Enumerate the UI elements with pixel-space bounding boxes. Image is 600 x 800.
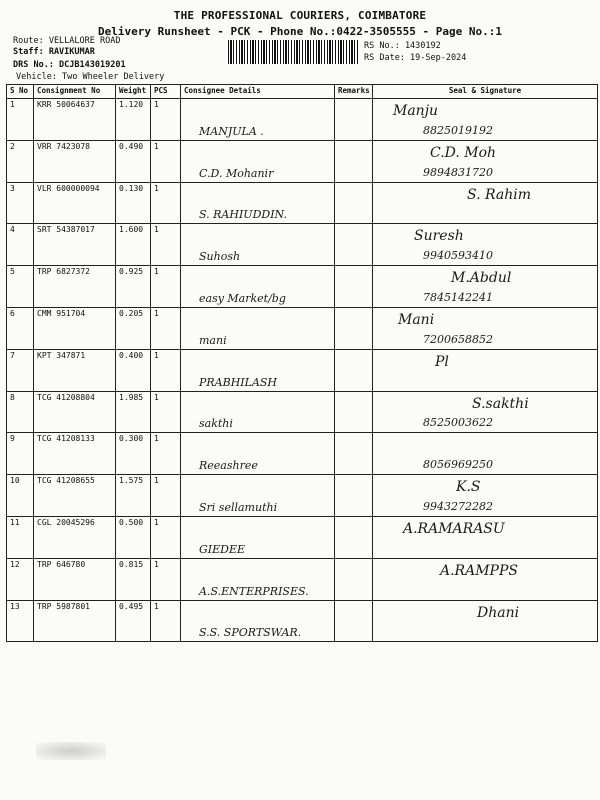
cell-sno: 7 (7, 349, 34, 391)
signature-phone: 8525003622 (423, 416, 493, 430)
table-row (7, 349, 598, 391)
signature-phone: 9943272282 (423, 499, 493, 513)
rs-date: RS Date: 19-Sep-2024 (364, 53, 467, 63)
cell-consignment: TCG 41208804 (34, 391, 116, 433)
cell-consignee (181, 433, 335, 475)
cell-consignment: KPT 347871 (34, 349, 116, 391)
cell-signature (373, 558, 598, 600)
signature-scribble: A.RAMARASU (403, 520, 505, 537)
table-row (7, 558, 598, 600)
cell-consignee (181, 349, 335, 391)
cell-remarks (335, 349, 373, 391)
consignee-handwriting: sakthi (199, 417, 233, 431)
cell-pcs: 1 (151, 307, 181, 349)
table-row (7, 475, 598, 517)
signature-phone: 7845142241 (423, 290, 493, 304)
consignee-handwriting: S.S. SPORTSWAR. (199, 626, 302, 640)
cell-remarks (335, 99, 373, 141)
cell-sno: 11 (7, 516, 34, 558)
cell-remarks (335, 600, 373, 642)
cell-consignment: TCG 41208133 (34, 433, 116, 475)
cell-remarks (335, 266, 373, 308)
cell-weight: 1.600 (116, 224, 151, 266)
cell-signature (373, 391, 598, 433)
cell-consignment: TRP 5987801 (34, 600, 116, 642)
cell-weight: 0.925 (116, 266, 151, 308)
cell-signature (373, 182, 598, 224)
runsheet-table (6, 84, 598, 642)
signature-scribble: Suresh (414, 228, 464, 245)
cell-signature (373, 433, 598, 475)
cell-weight: 1.120 (116, 99, 151, 141)
cell-sno: 9 (7, 433, 34, 475)
cell-pcs: 1 (151, 182, 181, 224)
cell-sno: 2 (7, 140, 34, 182)
cell-weight: 0.490 (116, 140, 151, 182)
cell-consignee (181, 391, 335, 433)
cell-remarks (335, 140, 373, 182)
cell-weight: 0.500 (116, 516, 151, 558)
table-row (7, 99, 598, 141)
consignee-handwriting: A.S.ENTERPRISES. (199, 584, 309, 598)
cell-pcs: 1 (151, 224, 181, 266)
col-pcs: PCS (151, 85, 181, 99)
cell-signature (373, 140, 598, 182)
consignee-handwriting: Sri sellamuthi (199, 500, 278, 514)
consignee-handwriting: mani (199, 333, 227, 347)
cell-consignee (181, 224, 335, 266)
signature-phone: 7200658852 (423, 332, 493, 346)
cell-consignment: SRT 54387017 (34, 224, 116, 266)
barcode (228, 40, 358, 64)
cell-weight: 0.400 (116, 349, 151, 391)
signature-scribble: K.S (456, 479, 481, 496)
rs-number: RS No.: 1430192 (364, 41, 441, 51)
signature-phone: 9894831720 (423, 165, 493, 179)
cell-consignment: VLR 600000094 (34, 182, 116, 224)
consignee-handwriting: S. RAHIUDDIN. (199, 208, 287, 222)
cell-consignee (181, 558, 335, 600)
table-header-row (7, 85, 598, 99)
cell-sno: 6 (7, 307, 34, 349)
table-row (7, 433, 598, 475)
signature-scribble: S. Rahim (467, 186, 531, 203)
cell-weight: 0.130 (116, 182, 151, 224)
col-consignee: Consignee Details (181, 85, 335, 99)
cell-sno: 3 (7, 182, 34, 224)
cell-consignee (181, 140, 335, 182)
signature-phone: 8056969250 (423, 458, 493, 472)
cell-remarks (335, 224, 373, 266)
cell-signature (373, 349, 598, 391)
consignee-handwriting: Suhosh (199, 250, 241, 264)
cell-consignee (181, 516, 335, 558)
cell-signature (373, 266, 598, 308)
runsheet-subtitle: Delivery Runsheet - PCK - Phone No.:0422-3505555 - Page No.:1 (98, 25, 502, 38)
cell-remarks (335, 182, 373, 224)
cell-consignee (181, 266, 335, 308)
cell-pcs: 1 (151, 600, 181, 642)
cell-sno: 8 (7, 391, 34, 433)
col-signature: Seal & Signature (373, 85, 598, 99)
cell-weight: 0.205 (116, 307, 151, 349)
consignee-handwriting: PRABHILASH (199, 375, 278, 389)
cell-weight: 0.495 (116, 600, 151, 642)
cell-consignment: VRR 7423078 (34, 140, 116, 182)
cell-consignee (181, 307, 335, 349)
cell-pcs: 1 (151, 349, 181, 391)
cell-signature (373, 475, 598, 517)
col-remarks: Remarks (335, 85, 373, 99)
cell-remarks (335, 433, 373, 475)
cell-sno: 10 (7, 475, 34, 517)
cell-remarks (335, 307, 373, 349)
cell-consignee (181, 182, 335, 224)
col-consignment: Consignment No (34, 85, 116, 99)
cell-consignee (181, 475, 335, 517)
consignee-handwriting: GIEDEE (199, 542, 246, 556)
cell-sno: 4 (7, 224, 34, 266)
signature-scribble: M.Abdul (451, 270, 512, 287)
cell-weight: 0.815 (116, 558, 151, 600)
col-sno: S No (7, 85, 34, 99)
table-row (7, 516, 598, 558)
cell-signature (373, 600, 598, 642)
cell-remarks (335, 516, 373, 558)
cell-sno: 13 (7, 600, 34, 642)
cell-pcs: 1 (151, 391, 181, 433)
cell-signature (373, 516, 598, 558)
cell-consignment: TRP 6827372 (34, 266, 116, 308)
cell-weight: 1.985 (116, 391, 151, 433)
signature-scribble: S.sakthi (472, 395, 529, 412)
cell-signature (373, 307, 598, 349)
table-row (7, 182, 598, 224)
table-row (7, 600, 598, 642)
cell-consignment: CGL 20045296 (34, 516, 116, 558)
blurred-stamp (36, 742, 106, 760)
cell-sno: 5 (7, 266, 34, 308)
cell-pcs: 1 (151, 140, 181, 182)
table-row (7, 391, 598, 433)
cell-signature (373, 99, 598, 141)
company-title: THE PROFESSIONAL COURIERS, COIMBATORE (173, 9, 427, 22)
cell-sno: 12 (7, 558, 34, 600)
signature-scribble: A.RAMPPS (440, 562, 518, 579)
cell-pcs: 1 (151, 558, 181, 600)
cell-weight: 1.575 (116, 475, 151, 517)
cell-pcs: 1 (151, 475, 181, 517)
route-label: Route: VELLALORE ROAD (13, 36, 121, 46)
consignee-handwriting: MANJULA . (199, 124, 264, 138)
signature-scribble: Manju (393, 103, 439, 119)
table-row (7, 224, 598, 266)
consignee-handwriting: Reeashree (199, 459, 258, 473)
cell-sno: 1 (7, 99, 34, 141)
cell-signature (373, 224, 598, 266)
consignee-handwriting: easy Market/bg (199, 291, 286, 305)
vehicle-label: Vehicle: Two Wheeler Delivery (16, 72, 165, 82)
signature-scribble: Pl (435, 353, 449, 370)
cell-remarks (335, 391, 373, 433)
cell-pcs: 1 (151, 99, 181, 141)
cell-consignment: CMM 951704 (34, 307, 116, 349)
consignee-handwriting: C.D. Mohanir (199, 166, 274, 180)
table-row (7, 307, 598, 349)
signature-scribble: Mani (398, 311, 435, 328)
signature-scribble: C.D. Moh (430, 144, 497, 161)
cell-consignee (181, 99, 335, 141)
signature-scribble: Dhani (477, 604, 520, 621)
cell-weight: 0.300 (116, 433, 151, 475)
cell-consignment: TRP 646780 (34, 558, 116, 600)
cell-consignee (181, 600, 335, 642)
drs-label: DRS No.: DCJB143019201 (13, 60, 126, 70)
cell-consignment: KRR 50064637 (34, 99, 116, 141)
cell-pcs: 1 (151, 266, 181, 308)
cell-pcs: 1 (151, 433, 181, 475)
signature-phone: 8825019192 (423, 123, 493, 137)
signature-phone: 9940593410 (423, 249, 493, 263)
table-row (7, 140, 598, 182)
cell-remarks (335, 475, 373, 517)
cell-pcs: 1 (151, 516, 181, 558)
table-row (7, 266, 598, 308)
staff-label: Staff: RAVIKUMAR (13, 47, 95, 57)
col-weight: Weight (116, 85, 151, 99)
cell-remarks (335, 558, 373, 600)
cell-consignment: TCG 41208655 (34, 475, 116, 517)
